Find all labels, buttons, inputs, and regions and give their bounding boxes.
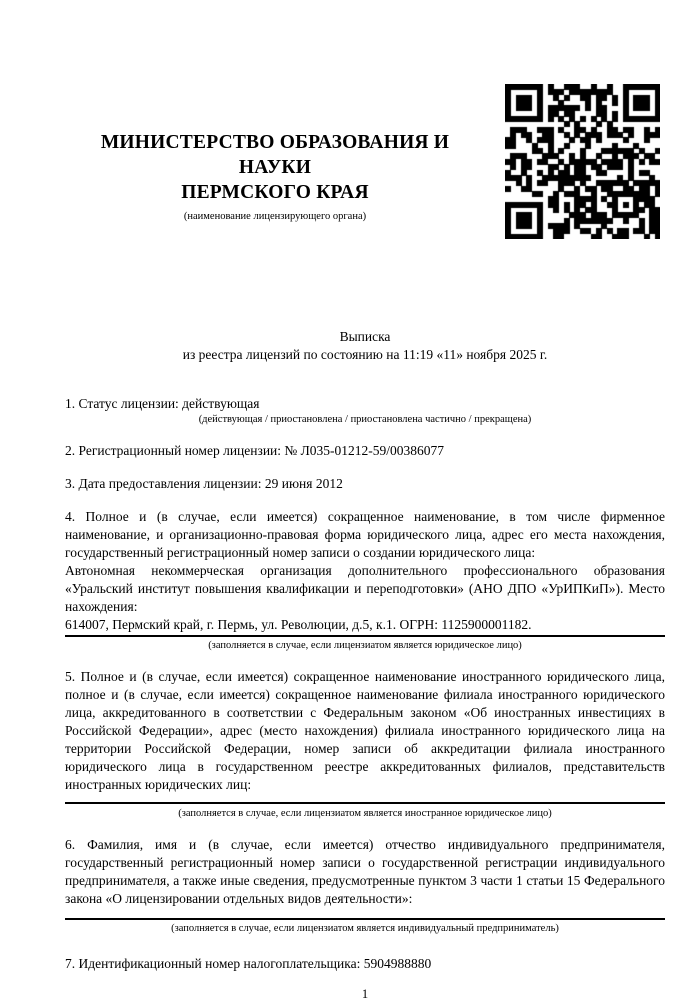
licensing-authority-name — [65, 130, 485, 205]
item-6-question: 6. Фамилия, имя и (в случае, если имеется) отчество индивидуального предпринимателя, государственный регистрационный номер записи о государственной регистрации индивидуального предпринимателя, а также иные сведения, предусмотренные пунктом 3 части 1 статьи 15 Федерального закона «О лицензировании отдельных видов деятельности»: — [65, 837, 665, 906]
item-3-text: 3. Дата предоставления лицензии: 29 июня 2012 — [65, 476, 343, 491]
page-number: 1 — [361, 987, 369, 1001]
item-5-question: 5. Полное и (в случае, если имеется) сокращенное наименование иностранного юридического лица, полное и (в случае, если имеется) сокращенное наименование филиала иностранного юридического лица, аккредитованного в соответствии с Федеральным законом «Об иностранных инвестициях в Российской Федерации», адрес (место нахождения) филиала иностранного юридического лица на территории Российской Федерации, номер записи об аккредитации филиала иностранного юридического лица в государственном реестре аккредитованных филиалов, представительств иностранных юридических лиц: — [65, 669, 665, 792]
item-3-license-date — [65, 475, 665, 493]
item-5-note: (заполняется в случае, если лицензиатом является иностранное юридическое лицо) — [178, 808, 552, 819]
item-6-answer-blank-line — [65, 908, 665, 920]
item-1-license-status — [65, 395, 665, 426]
item-7-taxpayer-number — [65, 955, 665, 973]
title-line2: из реестра лицензий по состоянию на 11:19 «11» ноября 2025 г. — [182, 347, 548, 362]
item-4-answer: Автономная некоммерческая организация дополнительного профессионального образования «Уральский институт повышения квалификации и переподготовки» (АНО ДПО «УрИПКиП»). Место нахождения: — [65, 563, 665, 614]
item-4-answer-address-line: 614007, Пермский край, г. Пермь, ул. Революции, д.5, к.1. ОГРН: 1125900001182. — [65, 616, 665, 637]
document-title — [65, 328, 665, 364]
licensing-authority-block — [65, 0, 485, 223]
item-1-text: 1. Статус лицензии: действующая — [65, 396, 260, 411]
org-caption: (наименование лицензирующего органа) — [183, 211, 367, 222]
item-5-foreign-entity — [65, 668, 665, 820]
item-4-question: 4. Полное и (в случае, если имеется) сокращенное наименование, в том числе фирменное наименование, и организационно-правовая форма юридического лица, адрес его места нахождения, государственный регистрационный номер записи о создании юридического лица: — [65, 509, 665, 560]
org-name-line1: МИНИСТЕРСТВО ОБРАЗОВАНИЯ И НАУКИ — [100, 132, 450, 178]
item-6-note: (заполняется в случае, если лицензиатом является индивидуальный предприниматель) — [171, 923, 559, 934]
title-line1: Выписка — [339, 329, 391, 344]
org-name-line2: ПЕРМСКОГО КРАЯ — [181, 182, 369, 203]
item-2-text: 2. Регистрационный номер лицензии: № Л035-01212-59/00386077 — [65, 443, 445, 458]
item-4-note: (заполняется в случае, если лицензиатом является юридическое лицо) — [208, 640, 522, 651]
item-5-answer-blank-line — [65, 794, 665, 804]
item-1-note: (действующая / приостановлена / приостановлена частично / прекращена) — [198, 414, 532, 425]
item-2-registration-number — [65, 442, 665, 460]
document-body — [65, 395, 665, 973]
item-6-individual-entrepreneur — [65, 836, 665, 935]
qr-code — [505, 84, 660, 239]
item-4-legal-entity — [65, 508, 665, 652]
item-7-text: 7. Идентификационный номер налогоплательщика: 5904988880 — [65, 956, 432, 971]
